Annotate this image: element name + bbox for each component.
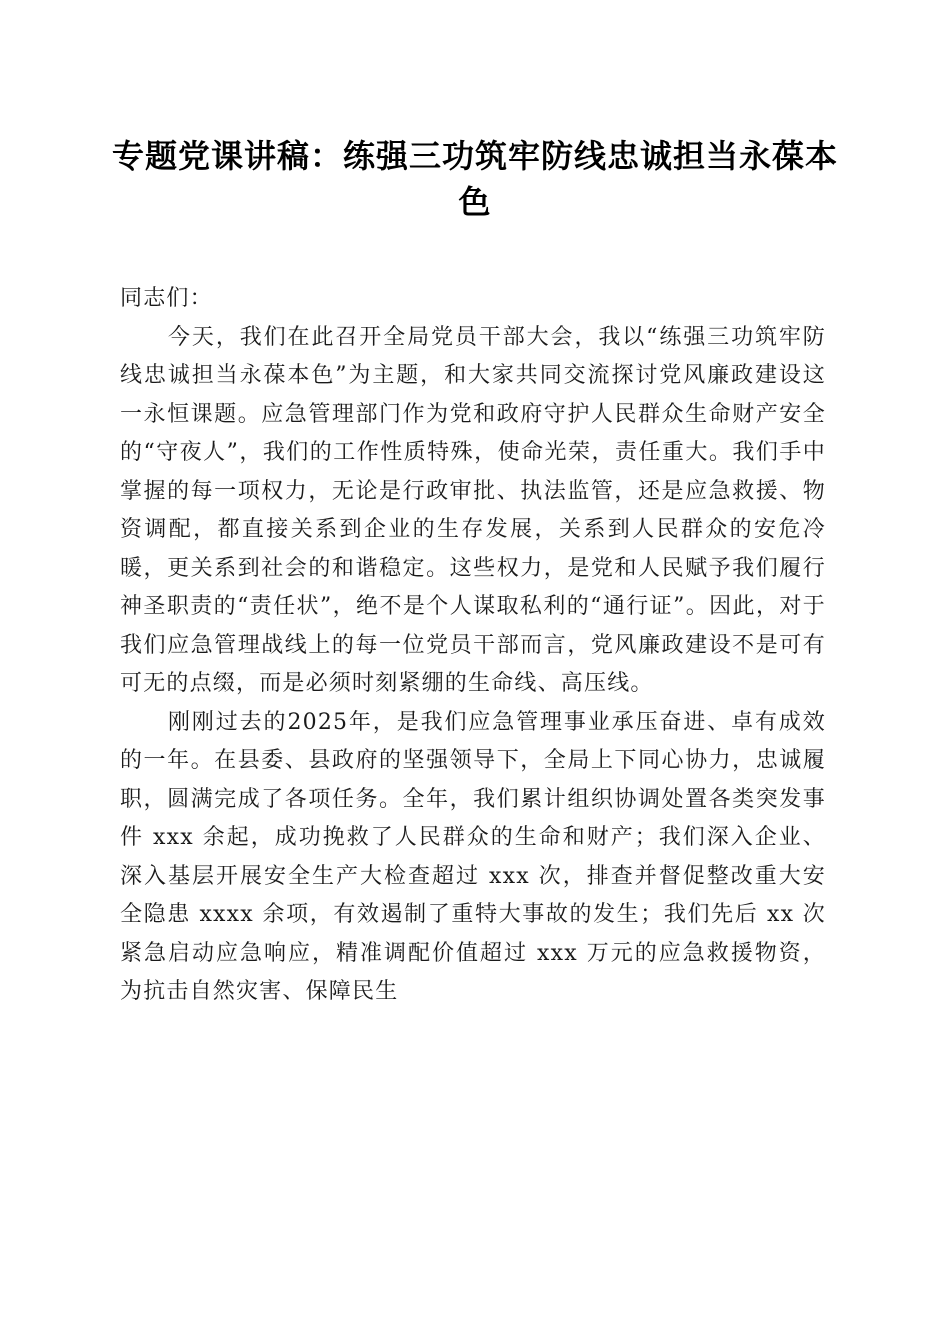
paragraph-1: 今天，我们在此召开全局党员干部大会，我以“练强三功筑牢防线忠诚担当永葆本色”为主题，和大家共同交流探讨党风廉政建设这一永恒课题。应急管理部门作为党和政府守护人民群众生命财产安全的“守夜人”，我们的工作性质特殊，使命光荣，责任重大。我们手中掌握的每一项权力，无论是行政审批、执法监管，还是应急救援、物资调配，都直接关系到企业的生存发展，关系到人民群众的安危冷暖，更关系到社会的和谐稳定。这些权力，是党和人民赋予我们履行神圣职责的“责任状”，绝不是个人谋取私利的“通行证”。因此，对于我们应急管理战线上的每一位党员干部而言，党风廉政建设不是可有可无的点缀，而是必须时刻紧绷的生命线、高压线。 [120,324,826,696]
document-body [120,280,826,1012]
paragraph-2: 刚刚过去的2025年，是我们应急管理事业承压奋进、卓有成效的一年。在县委、县政府的坚强领导下，全局上下同心协力，忠诚履职，圆满完成了各项任务。全年，我们累计组织协调处置各类突发事件 xxx 余起，成功挽救了人民群众的生命和财产；我们深入企业、深入基层开展安全生产大检查超过 xxx 次，排查并督促整改重大安全隐患 xxxx 余项，有效遏制了重特大事故的发生；我们先后 xx 次紧急启动应急响应，精准调配价值超过 xxx 万元的应急救援物资，为抗击自然灾害、保障民生 [120,709,826,1004]
document-title: 专题党课讲稿：练强三功筑牢防线忠诚担当永葆本色 [111,137,838,221]
salutation: 同志们： [120,286,213,311]
